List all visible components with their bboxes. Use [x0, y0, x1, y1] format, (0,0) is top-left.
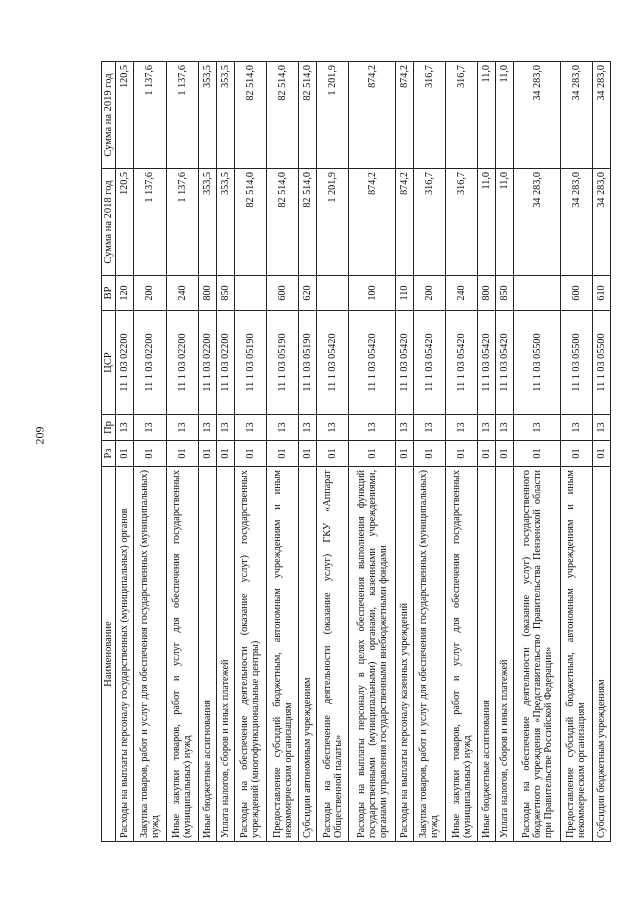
- cell-csr: 11 1 03 02200: [216, 311, 234, 415]
- cell-sum2018: 82 514,0: [267, 169, 299, 276]
- cell-sum2018: 34 283,0: [560, 169, 592, 276]
- table-row: [446, 62, 478, 842]
- cell-vr: [514, 276, 560, 311]
- cell-name: Расходы на обеспечение деятельности (оказание услуг) государственного бюджетного учреждения «Представительство Правительства Пензенской области при Правительстве Российской Федерации»: [514, 467, 560, 842]
- cell-rz: 01: [496, 441, 514, 467]
- cell-csr: 11 1 03 05420: [478, 311, 496, 415]
- header-row: [102, 62, 116, 842]
- cell-vr: 200: [134, 276, 166, 311]
- cell-sum2019: 11,0: [478, 62, 496, 169]
- table-row: [299, 62, 317, 842]
- cell-name: Закупка товаров, работ и услуг для обеспечения государственных (муниципальных) нужд: [134, 467, 166, 842]
- table-row: [560, 62, 592, 842]
- cell-vr: 200: [413, 276, 445, 311]
- cell-sum2019: 11,0: [496, 62, 514, 169]
- cell-rz: 01: [413, 441, 445, 467]
- cell-rz: 01: [317, 441, 349, 467]
- cell-name: Расходы на обеспечение деятельности (оказание услуг) государственных учреждений (многофункциональные центры): [234, 467, 266, 842]
- table-row: [395, 62, 413, 842]
- cell-rz: 01: [198, 441, 216, 467]
- table-row: [116, 62, 134, 842]
- cell-pr: 13: [413, 415, 445, 441]
- cell-sum2018: 1 201,9: [317, 169, 349, 276]
- cell-name: Предоставление субсидий бюджетным, автономным учреждениям и иным некоммерческим организациям: [267, 467, 299, 842]
- table-row: [267, 62, 299, 842]
- cell-sum2018: 316,7: [446, 169, 478, 276]
- cell-pr: 13: [395, 415, 413, 441]
- cell-rz: 01: [446, 441, 478, 467]
- cell-sum2019: 34 283,0: [560, 62, 592, 169]
- cell-sum2019: 316,7: [446, 62, 478, 169]
- cell-pr: 13: [478, 415, 496, 441]
- table-row: [166, 62, 198, 842]
- cell-sum2018: 353,5: [198, 169, 216, 276]
- cell-rz: 01: [514, 441, 560, 467]
- cell-name: Уплата налогов, сборов и иных платежей: [496, 467, 514, 842]
- cell-sum2019: 353,5: [198, 62, 216, 169]
- cell-sum2018: 1 137,6: [134, 169, 166, 276]
- cell-vr: 100: [349, 276, 395, 311]
- cell-pr: 13: [514, 415, 560, 441]
- table-row: [478, 62, 496, 842]
- cell-vr: 620: [299, 276, 317, 311]
- col-header-pr: Пр: [102, 415, 116, 441]
- col-header-name: Наименование: [102, 467, 116, 842]
- cell-vr: 110: [395, 276, 413, 311]
- cell-sum2018: 11,0: [478, 169, 496, 276]
- cell-name: Уплата налогов, сборов и иных платежей: [216, 467, 234, 842]
- cell-rz: 01: [234, 441, 266, 467]
- cell-vr: [234, 276, 266, 311]
- rotated-table-container: [101, 62, 611, 842]
- table-row: [349, 62, 395, 842]
- cell-vr: 240: [166, 276, 198, 311]
- table-row: [234, 62, 266, 842]
- cell-sum2019: 120,5: [116, 62, 134, 169]
- cell-sum2018: 874,2: [349, 169, 395, 276]
- cell-sum2018: 82 514,0: [299, 169, 317, 276]
- cell-name: Субсидии автономным учреждениям: [299, 467, 317, 842]
- cell-vr: 600: [267, 276, 299, 311]
- cell-pr: 13: [349, 415, 395, 441]
- cell-sum2019: 874,2: [395, 62, 413, 169]
- cell-csr: 11 1 03 05420: [446, 311, 478, 415]
- cell-rz: 01: [592, 441, 610, 467]
- cell-pr: 13: [560, 415, 592, 441]
- cell-vr: 240: [446, 276, 478, 311]
- cell-name: Иные бюджетные ассигнования: [478, 467, 496, 842]
- cell-sum2018: 1 137,6: [166, 169, 198, 276]
- cell-csr: 11 1 03 02200: [116, 311, 134, 415]
- cell-csr: 11 1 03 05500: [592, 311, 610, 415]
- cell-name: Предоставление субсидий бюджетным, автономным учреждениям и иным некоммерческим организациям: [560, 467, 592, 842]
- cell-sum2018: 34 283,0: [514, 169, 560, 276]
- col-header-csr: ЦСР: [102, 311, 116, 415]
- cell-csr: 11 1 03 05190: [267, 311, 299, 415]
- cell-name: Расходы на выплаты персоналу в целях обеспечения выполнения функций государственными (муниципальными) органами, казенными учреждениями, органами управления государственными внебюджетными фондами: [349, 467, 395, 842]
- cell-csr: 11 1 03 05190: [299, 311, 317, 415]
- cell-sum2019: 82 514,0: [234, 62, 266, 169]
- cell-sum2019: 34 283,0: [514, 62, 560, 169]
- col-header-rz: Рз: [102, 441, 116, 467]
- col-header-sum-2018: Сумма на 2018 год: [102, 169, 116, 276]
- cell-sum2018: 120,5: [116, 169, 134, 276]
- cell-pr: 13: [592, 415, 610, 441]
- cell-sum2018: 34 283,0: [592, 169, 610, 276]
- cell-sum2019: 1 137,6: [134, 62, 166, 169]
- cell-csr: 11 1 03 02200: [198, 311, 216, 415]
- cell-sum2019: 874,2: [349, 62, 395, 169]
- cell-sum2019: 34 283,0: [592, 62, 610, 169]
- cell-csr: 11 1 03 05420: [413, 311, 445, 415]
- table-row: [496, 62, 514, 842]
- cell-rz: 01: [349, 441, 395, 467]
- table-row: [514, 62, 560, 842]
- cell-vr: 800: [198, 276, 216, 311]
- cell-pr: 13: [446, 415, 478, 441]
- cell-pr: 13: [134, 415, 166, 441]
- cell-rz: 01: [299, 441, 317, 467]
- cell-name: Расходы на обеспечение деятельности (оказание услуг) ГКУ «Аппарат Общественной палаты»: [317, 467, 349, 842]
- cell-vr: 610: [592, 276, 610, 311]
- cell-sum2018: 82 514,0: [234, 169, 266, 276]
- cell-csr: 11 1 03 02200: [134, 311, 166, 415]
- cell-vr: 120: [116, 276, 134, 311]
- cell-name: Иные закупки товаров, работ и услуг для обеспечения государственных (муниципальных) нужд: [446, 467, 478, 842]
- cell-pr: 13: [216, 415, 234, 441]
- table-row: [592, 62, 610, 842]
- cell-name: Закупка товаров, работ и услуг для обеспечения государственных (муниципальных) нужд: [413, 467, 445, 842]
- cell-sum2018: 874,2: [395, 169, 413, 276]
- cell-pr: 13: [116, 415, 134, 441]
- cell-vr: 850: [216, 276, 234, 311]
- table-row: [216, 62, 234, 842]
- budget-table: [101, 61, 611, 842]
- cell-csr: 11 1 03 05190: [234, 311, 266, 415]
- cell-sum2019: 1 137,6: [166, 62, 198, 169]
- cell-csr: 11 1 03 05420: [349, 311, 395, 415]
- cell-csr: 11 1 03 05420: [317, 311, 349, 415]
- cell-pr: 13: [299, 415, 317, 441]
- cell-sum2019: 353,5: [216, 62, 234, 169]
- cell-csr: 11 1 03 02200: [166, 311, 198, 415]
- cell-sum2018: 11,0: [496, 169, 514, 276]
- cell-sum2018: 353,5: [216, 169, 234, 276]
- cell-vr: [317, 276, 349, 311]
- cell-pr: 13: [496, 415, 514, 441]
- page-number: 209: [32, 426, 47, 445]
- cell-rz: 01: [267, 441, 299, 467]
- cell-pr: 13: [234, 415, 266, 441]
- table-row: [317, 62, 349, 842]
- cell-rz: 01: [134, 441, 166, 467]
- cell-sum2019: 82 514,0: [299, 62, 317, 169]
- cell-rz: 01: [560, 441, 592, 467]
- cell-name: Расходы на выплаты персоналу государственных (муниципальных) органов: [116, 467, 134, 842]
- cell-vr: 600: [560, 276, 592, 311]
- cell-name: Иные бюджетные ассигнования: [198, 467, 216, 842]
- cell-pr: 13: [198, 415, 216, 441]
- cell-pr: 13: [166, 415, 198, 441]
- cell-sum2019: 82 514,0: [267, 62, 299, 169]
- cell-sum2019: 1 201,9: [317, 62, 349, 169]
- cell-name: Расходы на выплаты персоналу казенных учреждений: [395, 467, 413, 842]
- cell-rz: 01: [166, 441, 198, 467]
- cell-rz: 01: [116, 441, 134, 467]
- table-row: [198, 62, 216, 842]
- cell-sum2019: 316,7: [413, 62, 445, 169]
- cell-rz: 01: [395, 441, 413, 467]
- cell-vr: 800: [478, 276, 496, 311]
- cell-rz: 01: [216, 441, 234, 467]
- cell-csr: 11 1 03 05500: [514, 311, 560, 415]
- cell-pr: 13: [267, 415, 299, 441]
- cell-rz: 01: [478, 441, 496, 467]
- cell-vr: 850: [496, 276, 514, 311]
- cell-name: Субсидии бюджетным учреждениям: [592, 467, 610, 842]
- cell-name: Иные закупки товаров, работ и услуг для обеспечения государственных (муниципальных) нужд: [166, 467, 198, 842]
- table-row: [134, 62, 166, 842]
- cell-pr: 13: [317, 415, 349, 441]
- cell-sum2018: 316,7: [413, 169, 445, 276]
- col-header-sum-2019: Сумма на 2019 год: [102, 62, 116, 169]
- col-header-vr: ВР: [102, 276, 116, 311]
- table-row: [413, 62, 445, 842]
- cell-csr: 11 1 03 05420: [496, 311, 514, 415]
- cell-csr: 11 1 03 05420: [395, 311, 413, 415]
- cell-csr: 11 1 03 05500: [560, 311, 592, 415]
